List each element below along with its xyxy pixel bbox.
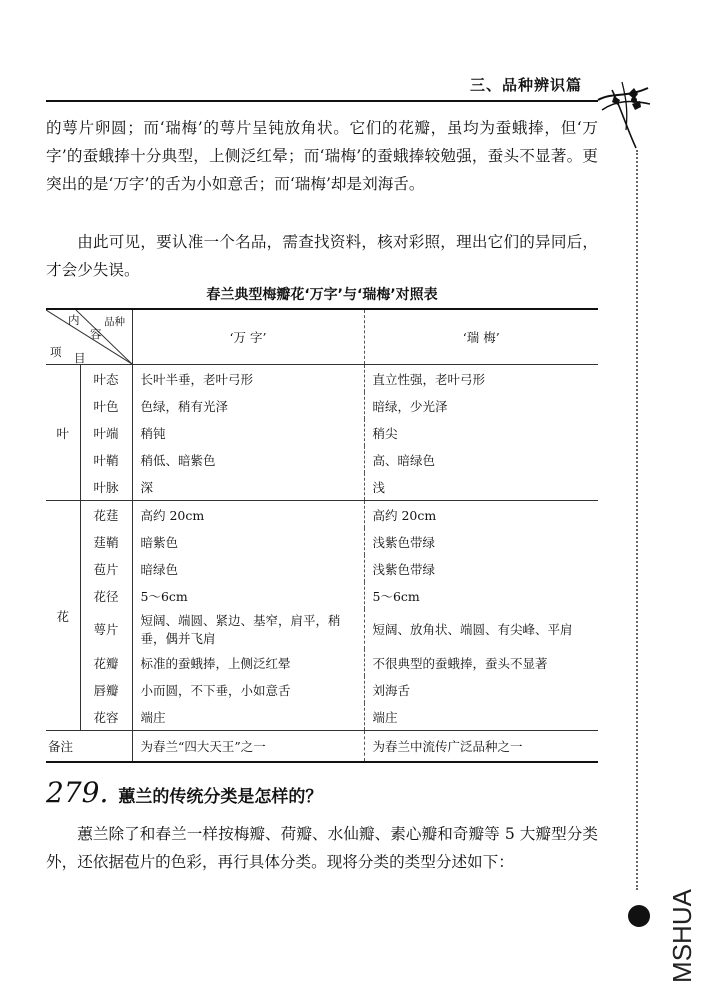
row-item: 萼片 [80,609,132,649]
paragraph-3: 蕙兰除了和春兰一样按梅瓣、荷瓣、水仙瓣、素心瓣和奇瓣等 5 大瓣型分类外，还依据苞片的色彩，再行具体分类。现将分类的类型分述如下： [46,825,598,871]
row-item: 叶鞘 [80,446,132,473]
cell-wanzi: 高约 20cm [132,501,364,529]
cell-wanzi: 稍低、暗紫色 [132,446,364,473]
table-row [46,676,598,703]
corner-label: 容 [90,327,102,341]
corner-label: 品种 [104,316,125,328]
table-row [46,555,598,582]
notes-label: 备注 [46,731,132,763]
corner-label: 目 [74,351,86,365]
corner-label: 内 [68,313,80,327]
table-row [46,392,598,419]
cell-wanzi: 色绿，稍有光泽 [132,392,364,419]
cell-wanzi: 小而圆，不下垂，小如意舌 [132,676,364,703]
corner-label: 项 [50,345,62,359]
cell-ruimei: 不很典型的蚕蛾捧，蚕头不显著 [364,649,598,676]
table-row [46,446,598,473]
row-item: 莛鞘 [80,528,132,555]
cell-ruimei: 浅紫色带绿 [364,555,598,582]
table-row [46,582,598,609]
cell-ruimei: 短阔、放角状、端圆、有尖峰、平肩 [364,609,598,649]
row-item: 叶色 [80,392,132,419]
table-title: 春兰典型梅瓣花‘万字’与‘瑞梅’对照表 [206,287,438,303]
cell-wanzi: 标准的蚕蛾捧，上侧泛红晕 [132,649,364,676]
cell-wanzi: 5～6cm [132,582,364,609]
cell-ruimei: 高、暗绿色 [364,446,598,473]
table-row [46,501,598,529]
table-row [46,419,598,446]
table-row-notes [46,731,598,763]
table-row [46,528,598,555]
cell-ruimei: 刘海舌 [364,676,598,703]
section-heading [46,776,598,809]
row-item: 苞片 [80,555,132,582]
table-row [46,649,598,676]
group-label-flower: 花 [46,501,80,731]
orchid-icon [592,70,654,150]
cell-wanzi: 暗绿色 [132,555,364,582]
table-row [46,365,598,393]
cell-ruimei: 稍尖 [364,419,598,446]
row-item: 唇瓣 [80,676,132,703]
cell-wanzi: 为春兰“四大天王”之一 [132,731,364,763]
row-item: 花容 [80,703,132,731]
table-corner-cell [46,309,132,365]
cell-ruimei: 为春兰中流传广泛品种之一 [364,731,598,763]
paragraph-2: 由此可见，要认准一个名品，需查找资料，核对彩照，理出它们的异同后，才会少失误。 [46,233,598,279]
margin-dot [628,905,650,927]
column-header-wanzi: ‘万 字’ [132,309,364,365]
row-item: 叶端 [80,419,132,446]
row-item: 叶态 [80,365,132,393]
margin-dotted-line [636,150,638,890]
cell-ruimei: 暗绿，少光泽 [364,392,598,419]
header-rule [46,100,598,102]
cell-wanzi: 短阔、端圆、紧边、基窄，肩平，稍垂，偶并飞肩 [132,609,364,649]
watermark [664,880,704,992]
cell-ruimei: 浅 [364,473,598,501]
cell-wanzi: 长叶半垂，老叶弓形 [132,365,364,393]
cell-ruimei: 高约 20cm [364,501,598,529]
row-item: 花径 [80,582,132,609]
cell-wanzi: 暗紫色 [132,528,364,555]
table-row [46,703,598,731]
section-number: 279. [46,776,109,809]
section-title: 蕙兰的传统分类是怎样的？ [118,787,323,807]
table-row [46,609,598,649]
paragraph-1: 的萼片卵圆；而‘瑞梅’的萼片呈钝放角状。它们的花瓣，虽均为蚕蛾捧，但‘万字’的蚕蛾捧十分典型，上侧泛红晕；而‘瑞梅’的蚕蛾捧较勉强，蚕头不显著。更突出的是‘万字’的舌为小如意舌；而‘瑞梅’却是刘海舌。 [46,119,598,193]
row-item: 叶脉 [80,473,132,501]
group-label-leaf: 叶 [46,365,80,501]
row-item: 花莛 [80,501,132,529]
running-header: 三、品种辨识篇 [469,76,582,94]
table-header-row [46,309,598,365]
cell-wanzi: 端庄 [132,703,364,731]
column-header-ruimei: ‘瑞 梅’ [364,309,598,365]
row-item: 花瓣 [80,649,132,676]
cell-wanzi: 稍钝 [132,419,364,446]
cell-ruimei: 浅紫色带绿 [364,528,598,555]
cell-wanzi: 深 [132,473,364,501]
table-row [46,473,598,501]
cell-ruimei: 端庄 [364,703,598,731]
cell-ruimei: 直立性强，老叶弓形 [364,365,598,393]
svg-text:MSHUA: MSHUA [666,889,697,983]
cell-ruimei: 5～6cm [364,582,598,609]
comparison-table [46,308,598,763]
